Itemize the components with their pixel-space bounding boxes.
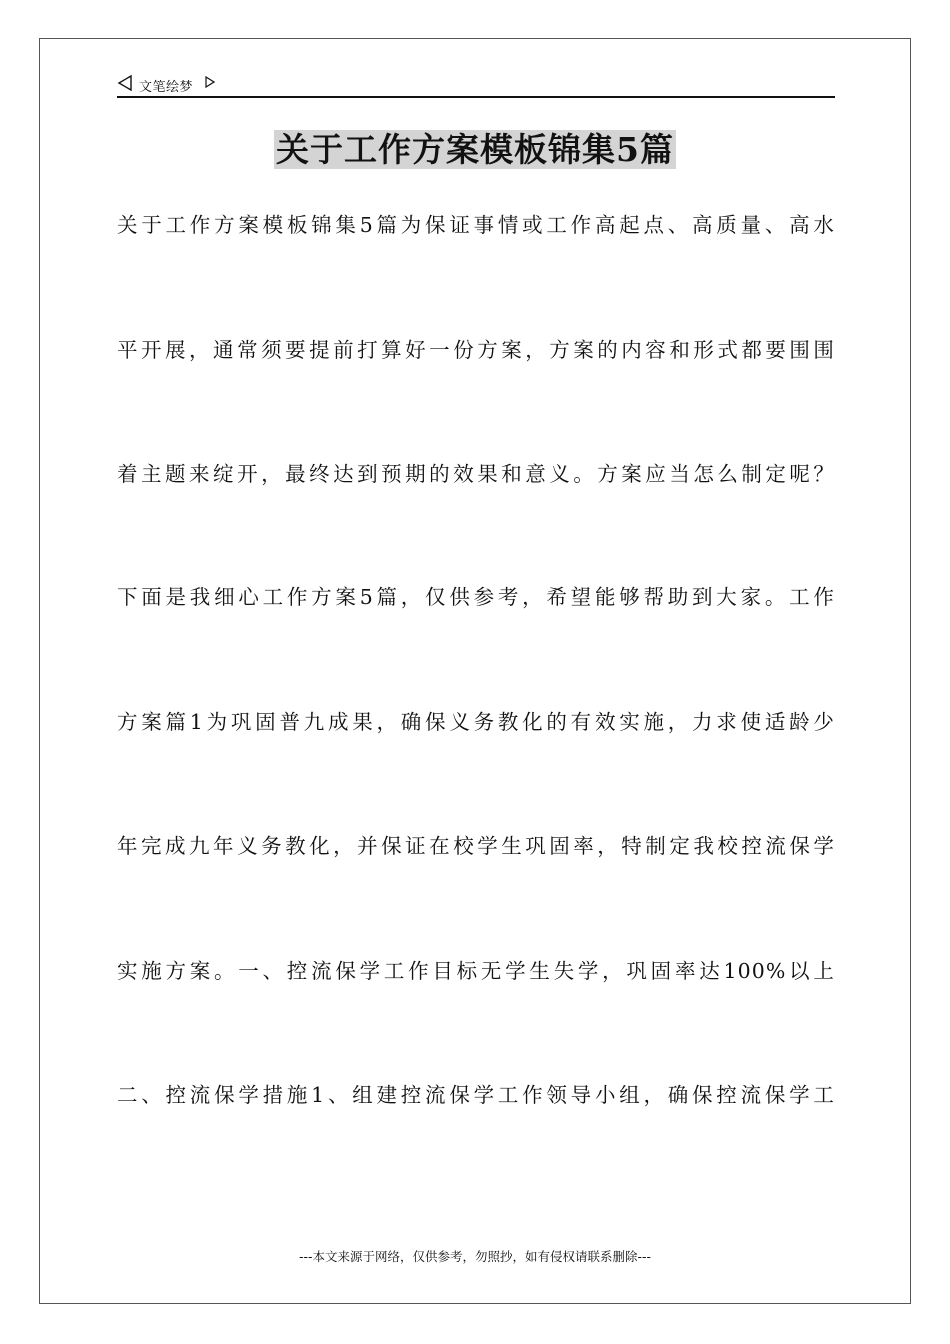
header-label: 文笔绘梦 xyxy=(139,80,194,95)
footer-disclaimer: ---本文来源于网络，仅供参考，勿照抄，如有侵权请联系删除--- xyxy=(298,1249,652,1264)
triangle-right-outline-icon xyxy=(205,76,215,88)
body-line: 年完成九年义务教化，并保证在校学生巩固率，特制定我校控流保学 xyxy=(117,834,835,858)
body-line: 关于工作方案模板锦集5篇为保证事情或工作高起点、高质量、高水 xyxy=(117,213,835,237)
body-line: 着主题来绽开，最终达到预期的效果和意义。方案应当怎么制定呢？ xyxy=(117,462,835,486)
page-header xyxy=(117,74,835,98)
document-title-container xyxy=(0,128,950,172)
body-line: 实施方案。一、控流保学工作目标无学生失学，巩固率达100%以上 xyxy=(117,959,835,983)
body-line: 下面是我细心工作方案5篇，仅供参考，希望能够帮助到大家。工作 xyxy=(117,585,835,609)
body-line: 平开展，通常须要提前打算好一份方案，方案的内容和形式都要围围 xyxy=(117,338,835,362)
triangle-left-outline-icon xyxy=(117,74,133,92)
body-line: 二、控流保学措施1、组建控流保学工作领导小组，确保控流保学工 xyxy=(117,1083,835,1107)
document-title: 关于工作方案模板锦集5篇 xyxy=(276,130,674,169)
body-line: 方案篇1为巩固普九成果，确保义务教化的有效实施，力求使适龄少 xyxy=(117,710,835,734)
